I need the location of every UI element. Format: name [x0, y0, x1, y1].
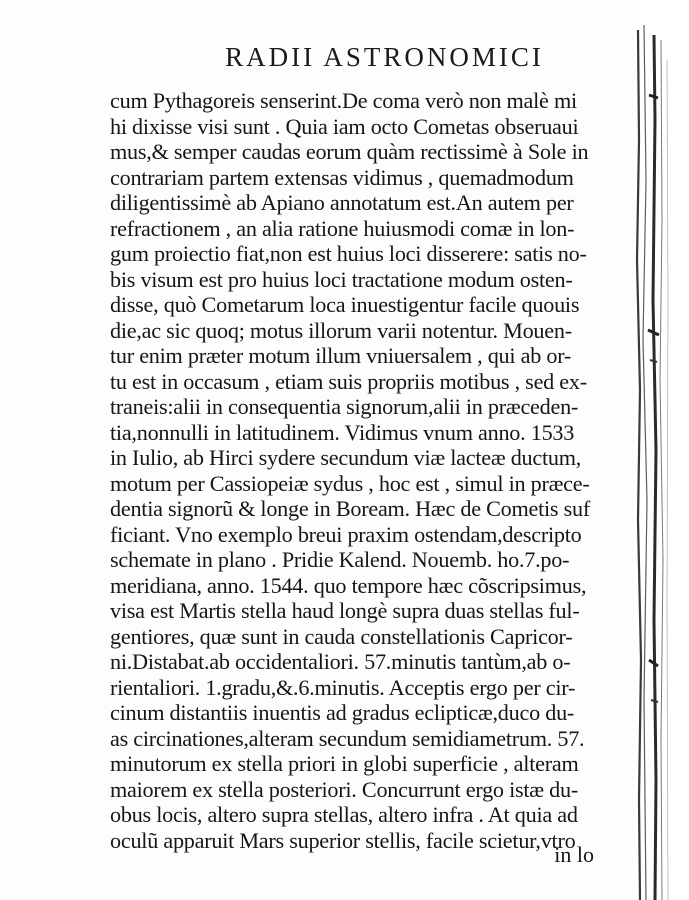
text-line: maiorem ex stella posteriori. Concurrunt ergo istæ du- — [110, 776, 578, 802]
text-line: bis visum est pro huius loci tractatione modum osten- — [110, 266, 573, 292]
text-line: disse, quò Cometarum loca inuestigentur facile quouis — [110, 292, 580, 317]
text-line: traneis:alii in consequentia signorum,alii in præceden- — [110, 394, 579, 419]
page-edge-scan-artifact — [634, 0, 689, 900]
text-line: obus locis, altero supra stellas, altero infra . At quia ad — [110, 802, 578, 827]
text-line: mus,& semper caudas eorum quàm rectissimè à Sole in — [110, 139, 589, 164]
text-line: rientaliori. 1.gradu,&.6.minutis. Acceptis ergo per cir- — [110, 674, 576, 700]
text-line: in Iulio, ab Hirci sydere secundum viæ lacteæ ductum, — [110, 445, 582, 470]
text-line: as circinationes,alteram secundum semidiametrum. 57. — [110, 725, 585, 751]
body-text — [110, 88, 606, 853]
text-line: cinum distantiis inuentis ad gradus eclipticæ,duco du- — [110, 700, 575, 725]
running-head — [0, 42, 689, 73]
text-line: oculũ apparuit Mars superior stellis, facile scietur,vtro — [110, 827, 576, 853]
text-line: visa est Martis stella haud longè supra duas stellas ful- — [110, 598, 580, 623]
text-line: die,ac sic quoq; motus illorum varii notentur. Mouen- — [110, 317, 572, 343]
catchword: in lo — [554, 842, 594, 867]
text-line: meridiana, anno. 1544. quo tempore hæc cõscripsimus, — [110, 572, 587, 598]
text-line: motum per Cassiopeiæ sydus , hoc est , simul in præce- — [110, 470, 590, 496]
text-line: schemate in plano . Pridie Kalend. Nouemb. ho.7.po- — [110, 547, 570, 572]
text-line: gentiores, quæ sunt in cauda constellationis Capricor- — [110, 623, 573, 649]
text-line: diligentissimè ab Apiano annotatum est.An autem per — [110, 190, 574, 215]
text-line: cum Pythagoreis senserint.De coma verò non malè mi — [110, 88, 577, 113]
text-line: dentia signorũ & longe in Boream. Hæc de Cometis suf — [110, 496, 590, 521]
text-line: ni.Distabat.ab occidentaliori. 57.minutis tantùm,ab o- — [110, 649, 571, 674]
text-line: ficiant. Vno exemplo breui praxim ostendam,descripto — [110, 521, 582, 547]
text-line: tu est in occasum , etiam suis propriis motibus , sed ex- — [110, 368, 587, 394]
running-head-title: RADII ASTRONOMICI — [225, 42, 544, 72]
text-line: contrariam partem extensas vidimus , quemadmodum — [110, 164, 574, 190]
text-line: tur enim præter motum illum vniuersalem , qui ab or- — [110, 343, 572, 368]
text-line: refractionem , an alia ratione huiusmodi comæ in lon- — [110, 215, 575, 241]
text-line: minutorum ex stella priori in globi superficie , alteram — [110, 751, 579, 776]
text-line: tia,nonnulli in latitudinem. Vidimus vnum anno. 1533 — [110, 419, 575, 445]
text-line: gum proiectio fiat,non est huius loci disserere: satis no- — [110, 241, 587, 266]
text-line: hi dixisse visi sunt . Quia iam octo Cometas obseruaui — [110, 113, 579, 139]
